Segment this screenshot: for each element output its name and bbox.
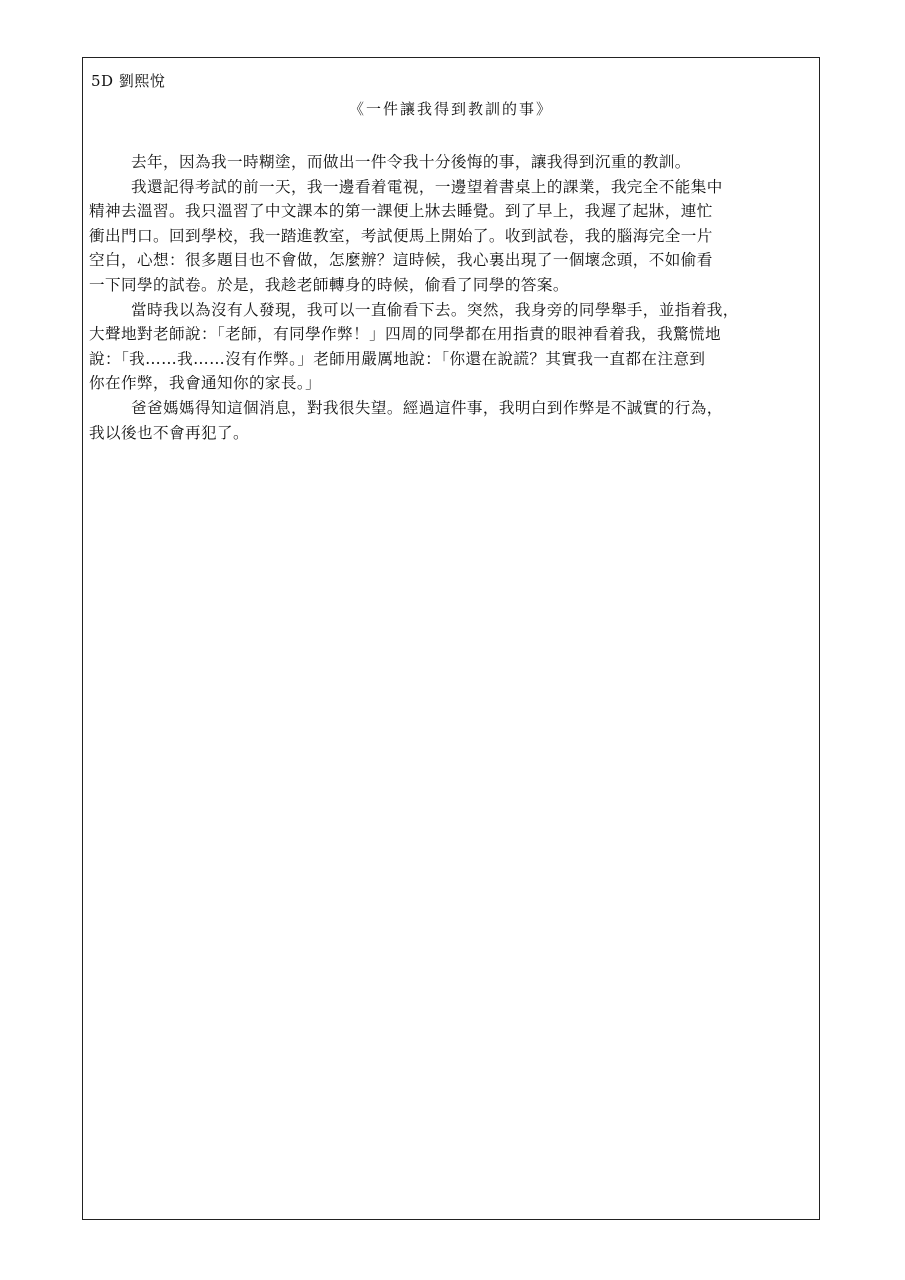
author-name: 5D 劉熙悅 (91, 72, 166, 90)
paragraph-4 (89, 396, 815, 445)
text-line: 我以後也不會再犯了。 (89, 423, 249, 442)
text-line: 衝出門口。回到學校，我一踏進教室，考試便馬上開始了。收到試卷，我的腦海完全一片 (89, 226, 713, 245)
text-line: 大聲地對老師說：「老師，有同學作弊！」四周的同學都在用指責的眼神看着我，我驚慌地 (89, 325, 721, 344)
text-line: 你在作弊，我會通知你的家長。」 (89, 374, 322, 393)
text-line: 當時我以為沒有人發現，我可以一直偷看下去。突然，我身旁的同學舉手，並指着我， (131, 300, 739, 319)
text-line: 一下同學的試卷。於是，我趁老師轉身的時候，偷看了同學的答案。 (89, 275, 569, 294)
paragraph-3 (89, 298, 815, 396)
text-line: 說：「我……我……沒有作弊。」老師用嚴厲地說：「你還在說謊？其實我一直都在注意到 (89, 349, 706, 368)
essay-title: 《一件讓我得到教訓的事》 (348, 100, 553, 118)
paragraph-2 (89, 175, 815, 298)
text-line: 精神去溫習。我只溫習了中文課本的第一課便上牀去睡覺。到了早上，我遲了起牀，連忙 (89, 202, 713, 221)
text-line: 我還記得考試的前一天，我一邊看着電視，一邊望着書桌上的課業，我完全不能集中 (131, 177, 723, 196)
page-frame (82, 57, 820, 1220)
text-line: 爸爸媽媽得知這個消息，對我很失望。經過這件事，我明白到作弊是不誠實的行為， (131, 398, 723, 417)
paragraph-1 (89, 150, 815, 175)
essay-body (89, 150, 815, 445)
text-line: 空白，心想：很多題目也不會做，怎麼辦？這時候，我心裏出現了一個壞念頭，不如偷看 (89, 251, 713, 270)
text-line: 去年，因為我一時糊塗，而做出一件令我十分後悔的事，讓我得到沉重的教訓。 (131, 153, 691, 171)
